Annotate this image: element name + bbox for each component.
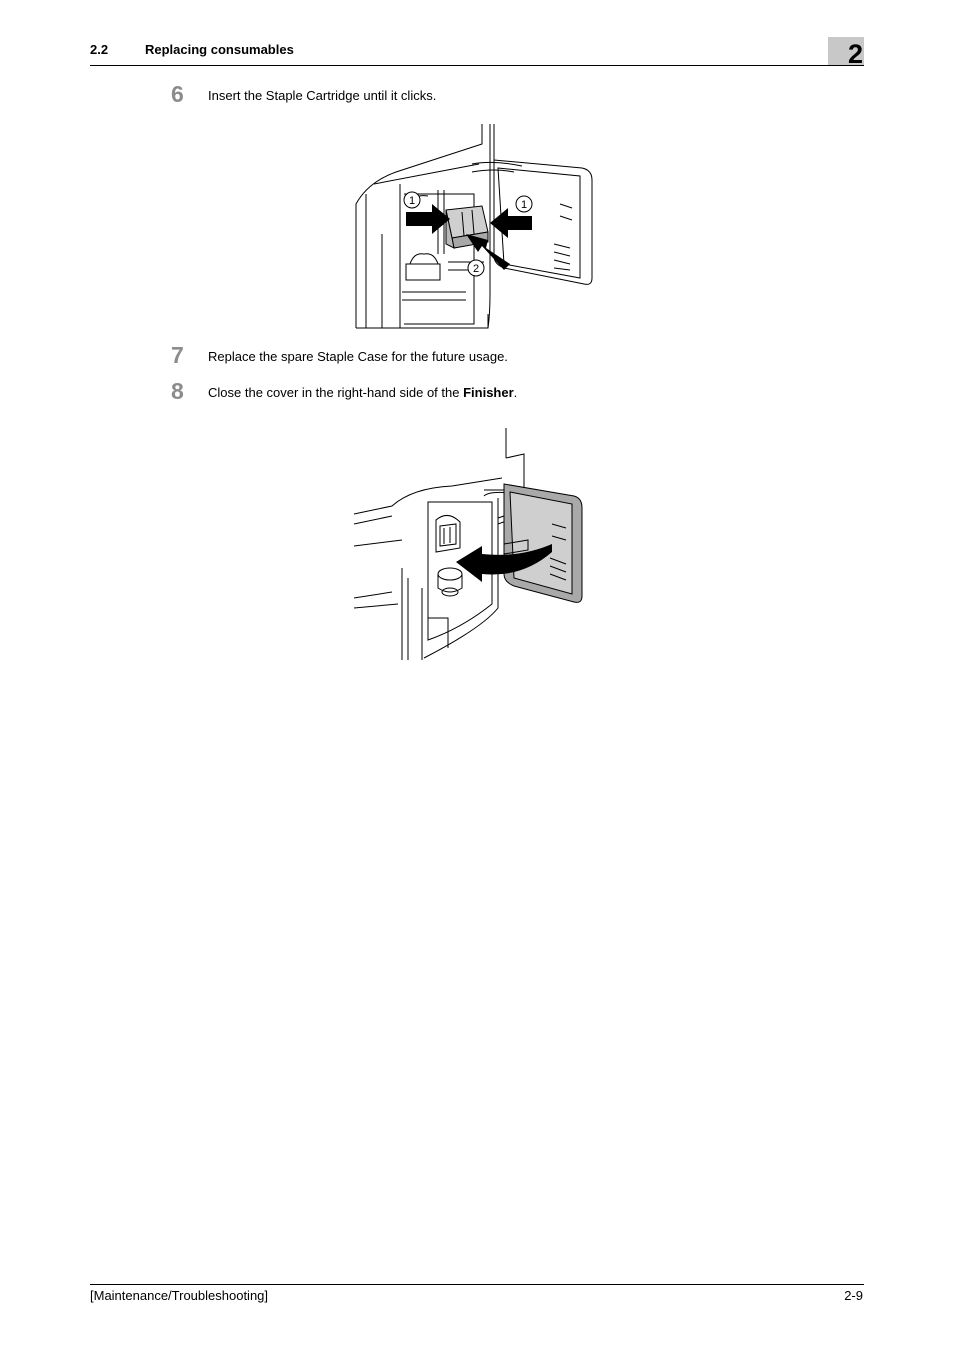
header-rule: [90, 65, 864, 66]
step-6-text: Insert the Staple Cartridge until it clicks.: [208, 88, 437, 103]
step-8-text-after: .: [513, 385, 518, 400]
step-8-text: [208, 386, 517, 399]
close-cover-illustration: [352, 428, 586, 660]
finisher-term: Finisher: [463, 385, 514, 400]
callout-1-left: 1: [408, 195, 416, 207]
step-6-number: 6: [171, 81, 184, 107]
callout-1-right: 1: [520, 199, 528, 211]
running-header: [90, 42, 294, 57]
section-title: Replacing consumables: [145, 42, 294, 57]
step-8-number: 8: [171, 378, 184, 404]
step-8-text-before: Close the cover in the right-hand side of the: [208, 385, 464, 400]
step-7-text: Replace the spare Staple Case for the future usage.: [208, 349, 508, 364]
step-7-number: 7: [171, 342, 184, 368]
section-number: 2.2: [90, 42, 109, 57]
chapter-tab: [828, 37, 864, 69]
chapter-number: 2: [847, 39, 863, 69]
footer-rule: [90, 1284, 864, 1285]
footer-page-number: 2-9: [844, 1288, 863, 1303]
footer-manual-title: [Maintenance/Troubleshooting]: [90, 1288, 269, 1303]
callout-2: 2: [472, 263, 480, 275]
staple-cartridge-insert-illustration: [354, 124, 596, 330]
